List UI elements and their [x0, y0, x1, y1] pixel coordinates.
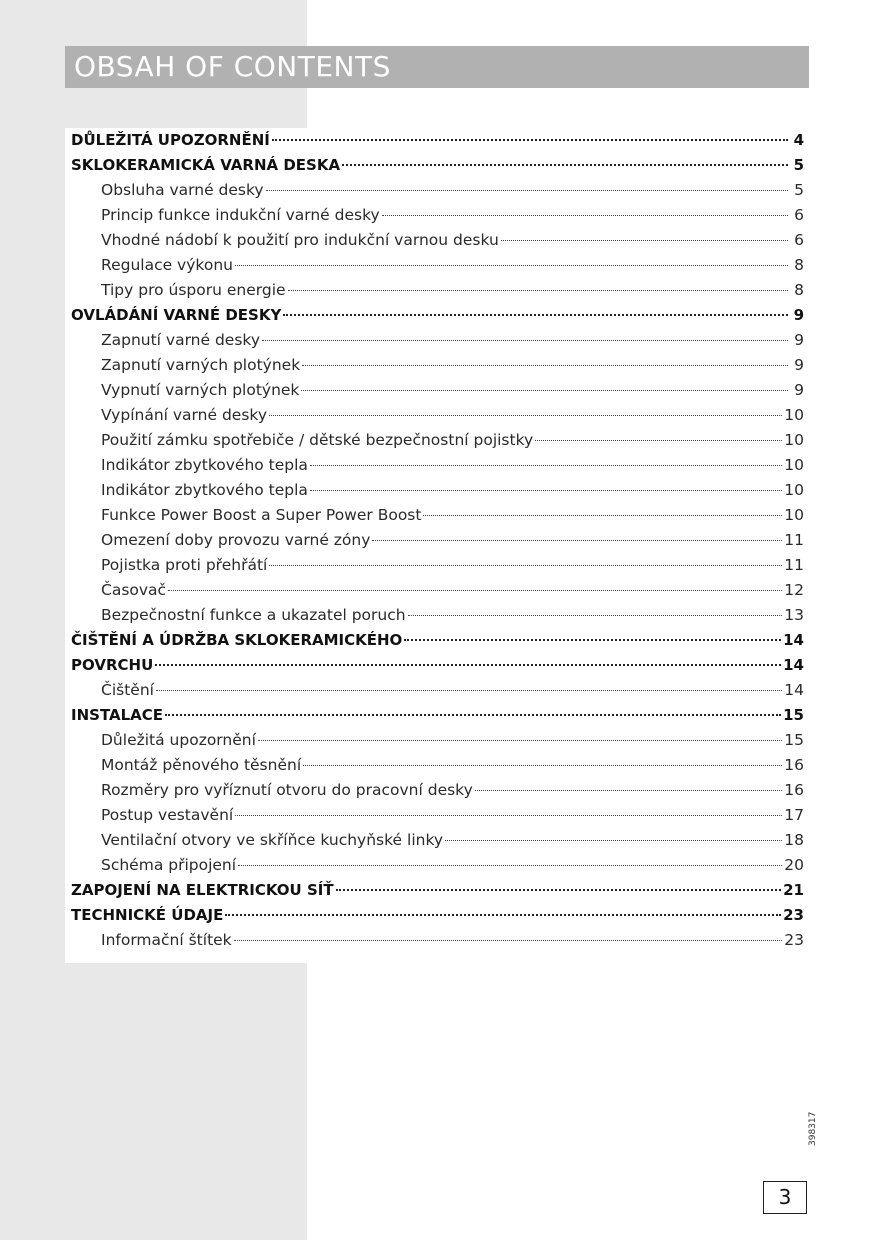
- toc-entry-label: Montáž pěnového těsnění: [101, 756, 302, 774]
- toc-subsection[interactable]: [71, 503, 804, 528]
- toc-section[interactable]: [71, 653, 804, 678]
- toc-dot-leader: [342, 164, 788, 166]
- toc-entry-label: Obsluha varné desky: [101, 181, 264, 199]
- toc-dot-leader: [408, 615, 783, 616]
- toc-subsection[interactable]: [71, 453, 804, 478]
- toc-entry-page: 13: [784, 606, 804, 624]
- page-number: 3: [763, 1181, 807, 1214]
- toc-subsection[interactable]: [71, 253, 804, 278]
- toc-entry-page: 10: [784, 431, 804, 449]
- toc-section[interactable]: [71, 153, 804, 178]
- toc-entry-label: Rozměry pro vyříznutí otvoru do pracovní desky: [101, 781, 473, 799]
- toc-dot-leader: [155, 664, 781, 666]
- toc-entry-page: 10: [784, 406, 804, 424]
- toc-subsection[interactable]: [71, 603, 804, 628]
- toc-subsection[interactable]: [71, 728, 804, 753]
- toc-dot-leader: [423, 515, 782, 516]
- toc-entry-page: 6: [794, 206, 804, 224]
- toc-entry-label: ZAPOJENÍ NA ELEKTRICKOU SÍŤ: [71, 881, 334, 899]
- toc-entry-page: 17: [784, 806, 804, 824]
- toc-entry-page: 14: [783, 656, 804, 674]
- toc-section[interactable]: [71, 628, 804, 653]
- toc-entry-label: Ventilační otvory ve skříňce kuchyňské linky: [101, 831, 444, 849]
- toc-subsection[interactable]: [71, 803, 804, 828]
- toc-subsection[interactable]: [71, 378, 804, 403]
- toc-section[interactable]: [71, 878, 804, 903]
- toc-entry-page: 9: [794, 381, 804, 399]
- toc-entry-label: Princip funkce indukční varné desky: [101, 206, 380, 224]
- toc-section[interactable]: [71, 128, 804, 153]
- toc-dot-leader: [301, 390, 788, 391]
- toc-entry-label: Informační štítek: [101, 931, 232, 949]
- toc-dot-leader: [156, 690, 782, 691]
- toc-entry-label: Omezení doby provozu varné zóny: [101, 531, 371, 549]
- toc-entry-page: 15: [784, 731, 804, 749]
- toc-entry-page: 12: [784, 581, 804, 599]
- toc-entry-label: Bezpečnostní funkce a ukazatel poruch: [101, 606, 406, 624]
- toc-entry-page: 5: [793, 156, 804, 174]
- toc-entry-label: Časovač: [101, 581, 167, 599]
- toc-entry-page: 8: [794, 256, 804, 274]
- toc-entry-page: 23: [783, 906, 804, 924]
- toc-entry-label: Indikátor zbytkového tepla: [101, 456, 308, 474]
- toc-dot-leader: [238, 865, 782, 866]
- toc-dot-leader: [283, 314, 788, 316]
- toc-dot-leader: [262, 340, 788, 341]
- toc-entry-label: Vypínání varné desky: [101, 406, 267, 424]
- toc-entry-page: 15: [783, 706, 804, 724]
- toc-entry-page: 10: [784, 506, 804, 524]
- toc-section[interactable]: [71, 903, 804, 928]
- toc-entry-page: 9: [794, 331, 804, 349]
- toc-entry-label: Postup vestavění: [101, 806, 234, 824]
- toc-subsection[interactable]: [71, 778, 804, 803]
- toc-entry-label: OVLÁDÁNÍ VARNÉ DESKY: [71, 306, 282, 324]
- toc-entry-label: Čištění: [101, 681, 154, 699]
- toc-entry-page: 14: [783, 631, 804, 649]
- toc-entry-page: 10: [784, 481, 804, 499]
- toc-dot-leader: [168, 590, 782, 591]
- toc-subsection[interactable]: [71, 578, 804, 603]
- toc-dot-leader: [288, 290, 788, 291]
- table-of-contents: [71, 128, 804, 953]
- toc-entry-label: INSTALACE: [71, 706, 164, 724]
- toc-entry-label: Funkce Power Boost a Super Power Boost: [101, 506, 422, 524]
- toc-entry-label: Zapnutí varné desky: [101, 331, 261, 349]
- toc-entry-label: Použití zámku spotřebiče / dětské bezpečnostní pojistky: [101, 431, 534, 449]
- toc-entry-label: SKLOKERAMICKÁ VARNÁ DESKA: [71, 156, 341, 174]
- toc-dot-leader: [258, 740, 782, 741]
- toc-entry-page: 20: [784, 856, 804, 874]
- toc-subsection[interactable]: [71, 528, 804, 553]
- toc-entry-page: 5: [794, 181, 804, 199]
- toc-dot-leader: [272, 139, 788, 141]
- toc-entry-page: 8: [794, 281, 804, 299]
- toc-entry-label: ČIŠTĚNÍ A ÚDRŽBA SKLOKERAMICKÉHO: [71, 631, 403, 649]
- toc-entry-label: Indikátor zbytkového tepla: [101, 481, 308, 499]
- toc-entry-page: 10: [784, 456, 804, 474]
- toc-dot-leader: [336, 889, 782, 891]
- toc-subsection[interactable]: [71, 278, 804, 303]
- toc-dot-leader: [382, 215, 788, 216]
- toc-dot-leader: [269, 565, 782, 566]
- toc-entry-label: Zapnutí varných plotýnek: [101, 356, 301, 374]
- page-title: OBSAH OF CONTENTS: [65, 46, 809, 88]
- toc-subsection[interactable]: [71, 753, 804, 778]
- toc-dot-leader: [475, 790, 782, 791]
- toc-entry-page: 18: [784, 831, 804, 849]
- toc-subsection[interactable]: [71, 403, 804, 428]
- toc-subsection[interactable]: [71, 828, 804, 853]
- toc-entry-label: POVRCHU: [71, 656, 154, 674]
- toc-subsection[interactable]: [71, 478, 804, 503]
- toc-entry-label: Vhodné nádobí k použití pro indukční varnou desku: [101, 231, 499, 249]
- toc-dot-leader: [269, 415, 782, 416]
- toc-entry-page: 14: [784, 681, 804, 699]
- toc-dot-leader: [501, 240, 788, 241]
- toc-entry-page: 16: [784, 756, 804, 774]
- toc-dot-leader: [303, 765, 782, 766]
- toc-dot-leader: [266, 190, 788, 191]
- toc-subsection[interactable]: [71, 678, 804, 703]
- toc-dot-leader: [372, 540, 782, 541]
- toc-panel: [65, 128, 809, 963]
- toc-dot-leader: [302, 365, 788, 366]
- toc-subsection[interactable]: [71, 353, 804, 378]
- toc-entry-label: Důležitá upozornění: [101, 731, 256, 749]
- toc-subsection[interactable]: [71, 553, 804, 578]
- toc-entry-page: 11: [784, 531, 804, 549]
- toc-subsection[interactable]: [71, 228, 804, 253]
- toc-entry-label: DŮLEŽITÁ UPOZORNĚNÍ: [71, 131, 270, 149]
- toc-subsection[interactable]: [71, 928, 804, 953]
- toc-subsection[interactable]: [71, 853, 804, 878]
- toc-dot-leader: [235, 815, 782, 816]
- toc-dot-leader: [310, 465, 782, 466]
- toc-dot-leader: [535, 440, 782, 441]
- toc-entry-page: 21: [783, 881, 804, 899]
- toc-subsection[interactable]: [71, 328, 804, 353]
- toc-entry-page: 9: [793, 306, 804, 324]
- toc-entry-label: TECHNICKÉ ÚDAJE: [71, 906, 224, 924]
- toc-entry-page: 11: [784, 556, 804, 574]
- toc-subsection[interactable]: [71, 428, 804, 453]
- toc-dot-leader: [234, 940, 783, 941]
- toc-section[interactable]: [71, 703, 804, 728]
- toc-entry-page: 23: [784, 931, 804, 949]
- toc-entry-page: 9: [794, 356, 804, 374]
- toc-subsection[interactable]: [71, 178, 804, 203]
- toc-subsection[interactable]: [71, 203, 804, 228]
- toc-entry-page: 6: [794, 231, 804, 249]
- toc-entry-page: 4: [793, 131, 804, 149]
- toc-entry-page: 16: [784, 781, 804, 799]
- toc-entry-label: Tipy pro úsporu energie: [101, 281, 286, 299]
- toc-entry-label: Pojistka proti přehřátí: [101, 556, 268, 574]
- document-code: 398317: [808, 1111, 818, 1146]
- toc-dot-leader: [310, 490, 782, 491]
- toc-dot-leader: [445, 840, 782, 841]
- toc-entry-label: Vypnutí varných plotýnek: [101, 381, 300, 399]
- toc-entry-label: Regulace výkonu: [101, 256, 233, 274]
- toc-section[interactable]: [71, 303, 804, 328]
- toc-dot-leader: [225, 914, 781, 916]
- toc-dot-leader: [165, 714, 781, 716]
- toc-dot-leader: [235, 265, 788, 266]
- toc-entry-label: Schéma připojení: [101, 856, 237, 874]
- toc-dot-leader: [404, 639, 781, 641]
